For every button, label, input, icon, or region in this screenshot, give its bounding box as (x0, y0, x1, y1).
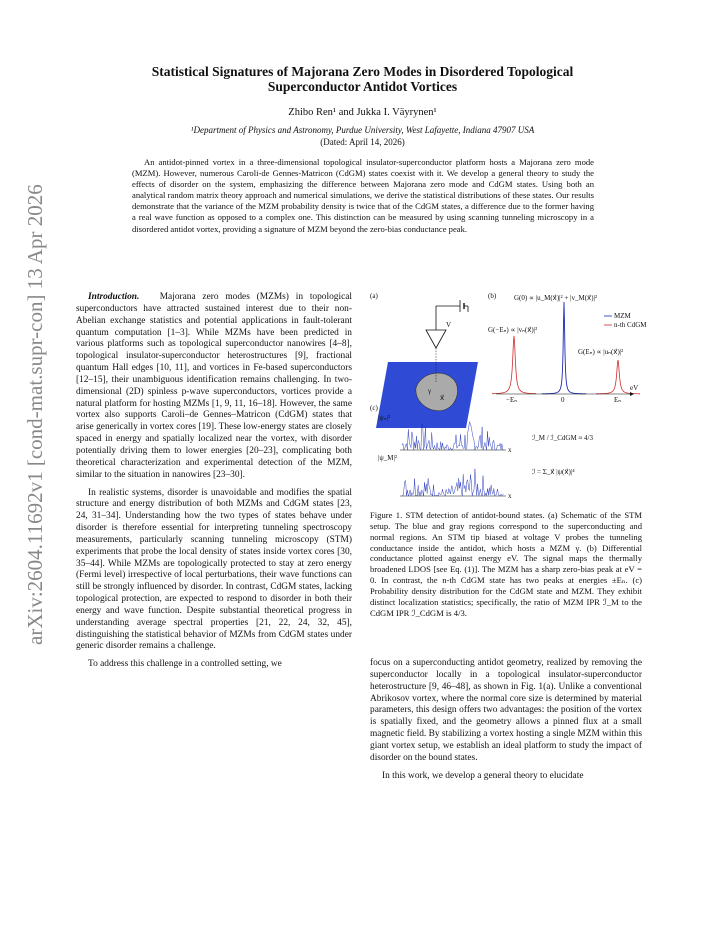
stm-tip-icon (426, 330, 446, 348)
affiliation: ¹Department of Physics and Astronomy, Purdue University, West Lafayette, Indiana 47907 USA (190, 125, 535, 135)
eq-gminus: G(−Eₙ) ∝ |vₙ(x⃗)|² (488, 326, 538, 334)
c-axis-x-top: x (508, 446, 512, 454)
tick-plus-en: Eₙ (614, 396, 622, 404)
c-axis-x-bottom: x (508, 492, 512, 500)
right-paragraph-2: In this work, we develop a general theory to elucidate (382, 770, 584, 781)
date-line: (Dated: April 14, 2026) (320, 137, 405, 147)
voltage-label: V (446, 321, 452, 329)
intro-paragraph-1 (76, 292, 352, 482)
figure-1 (368, 290, 647, 500)
position-label: x⃗ (440, 394, 445, 402)
tick-minus-en: −Eₙ (506, 396, 518, 404)
tick-zero: 0 (561, 396, 565, 404)
paper-title (100, 64, 625, 94)
left-column (76, 292, 352, 671)
ipr-equation: ℐ = Σ_x⃗ |ψ(x⃗)|⁴ (532, 468, 575, 476)
panel-b-label: (b) (488, 292, 497, 300)
authors: Zhibo Ren¹ and Jukka I. Väyrynen¹ (288, 107, 437, 118)
energy-axis-arrow (630, 392, 634, 396)
intro-p1-text: Majorana zero modes (MZMs) in topological superconductors have attracted sustained interest due to their non-Abelian exchange statistics and potential applications in fault-tolerant quantum computation [1–3]. While MZMs have been predicted in various platforms such as topological superconductor nanowires [4–8], topological insulator-superconductor heterostructures [9], fractional quantum Hall edges [10, 11], and vortices in Fe-based superconductors [12–15], their unambiguous identification remains challenging. In two-dimensional (2D) spinless p-wave superconductors, vortices provide a natural platform for hosting MZMs [1, 9, 11, 16–18]. However, the same vortex also supports Caroli–de Gennes–Matricon (CdGM) states that arise generically in vortex cores [19]. These low-energy states are closely spaced in energy and spatially localized near the vortex, with disorder potentially driving them to lower energies [20–23], complicating both theoretical characterization and experimental detection of the MZM, similar to the situation in nanowires [23–30]. (76, 292, 352, 480)
c-label-psi-m: |ψ_M|² (378, 454, 398, 462)
energy-axis-label: eV (630, 384, 639, 392)
title-line-1: Statistical Signatures of Majorana Zero Modes in Disordered Topological (151, 64, 574, 79)
legend-mzm: MZM (614, 312, 631, 320)
intro-paragraph-2: In realistic systems, disorder is unavoidable and modifies the spatial structure and energy distribution of both MZMs and CdGM states [23, 24, 31–34]. Understanding how the two types of states behave under disorder is therefore essential for interpreting tunneling spectroscopy measurements, particularly scanning tunneling microscopy (STM) experiments that probe the local density of states inside vortex cores [30, 35–44]. While MZMs are topologically protected to stay at zero energy (Fermi level) irrespective of local perturbations, their wave functions can still be strongly influenced by disorder. In contrast, CdGM states, lacking topological protection, are expected to respond to disorder in both their energy and wave function. Despite substantial theoretical progress in understanding average spectral properties [21, 22, 24, 32, 45], distinguishing the statistical behavior of MZMs from CdGM states under generic disorder remains a challenge. (76, 487, 352, 652)
right-paragraph-1: focus on a superconducting antidot geometry, realized by removing the superconductor locally in a topological insulator-superconductor heterostructure [9, 46–48], as shown in Fig. 1(a). Unlike a conventional Abrikosov vortex, where the normal core size is determined by material parameters, this design offers two advantages: the position of the vortex is spatially fixed, and the geometry allows a pinned flux at a small magnetic field. By stabilizing a vortex hosting a single MZM within this giant vortex setup, we establish an ideal platform to study the impact of disorder on the bound states. (370, 658, 642, 763)
panel-c-label: (c) (370, 404, 378, 412)
eq-gplus: G(Eₙ) ∝ |uₙ(x⃗)|² (578, 348, 624, 356)
arxiv-id: arXiv:2604.11692v1 [cond-mat.supr-con] 13 Apr 2026 (23, 184, 47, 645)
arxiv-stamp (10, 184, 54, 650)
mzm-density-trace (402, 469, 504, 496)
gamma-label: γ (428, 387, 432, 395)
title-line-2: Superconductor Antidot Vortices (267, 79, 458, 94)
panel-a-label: (a) (370, 292, 378, 300)
eq-g0: G(0) ∝ |u_M(x⃗)|² + |v_M(x⃗)|² (514, 294, 598, 302)
right-column (370, 658, 642, 782)
figure-caption: Figure 1. STM detection of antidot-bound states. (a) Schematic of the STM setup. The blue and gray regions correspond to the superconducting and normal regions. An STM tip biased at voltage V probes the tunneling conductance inside the antidot, which hosts a MZM γ. (b) Differential conductance plotted against energy eV. The signal maps the thermally broadened LDOS [see Eq. (1)]. The MZM has a sharp zero-bias peak at eV = 0. In contrast, the n-th CdGM state has two peaks at energies ±Eₙ. (c) Probability density distribution for the CdGM state and MZM. They exhibit distinct localization statistics; specifically, the ratio of MZM IPR ℐ_M to the CdGM IPR ℐ_CdGM is 4/3. (370, 510, 642, 618)
stm-schematic (376, 300, 478, 428)
c-label-psi-n: |ψₙ|² (378, 414, 391, 422)
legend-cdgm: n-th CdGM (614, 321, 647, 329)
abstract: An antidot-pinned vortex in a three-dimensional topological insulator-superconductor platform hosts a Majorana zero mode (MZM). However, numerous Caroli-de Gennes-Matricon (CdGM) states coexist with it. We develop a general theory to study the effects of disorder on the system, emphasizing the difference between Majorana zero mode and CdGM states. Using both an analytical random matrix theory approach and numerical simulations, we derive the statistical distributions of these states. Our results demonstrate that the variance of the MZM probability density is twice that of the CdGM states, a difference due to the former having a real wave function as opposed to a complex one. This distinction can be measured by using scanning tunneling microscopy in a disordered antidot vortex, providing a signature of MZM beyond the zero-bias conductance peak. (132, 157, 594, 234)
ratio-equation: ℐ_M / ℐ_CdGM ≈ 4/3 (532, 434, 593, 442)
intro-paragraph-3: To address this challenge in a controlled setting, we (88, 659, 282, 670)
peak-minus-en (492, 336, 536, 394)
intro-heading: Introduction. (88, 292, 140, 302)
